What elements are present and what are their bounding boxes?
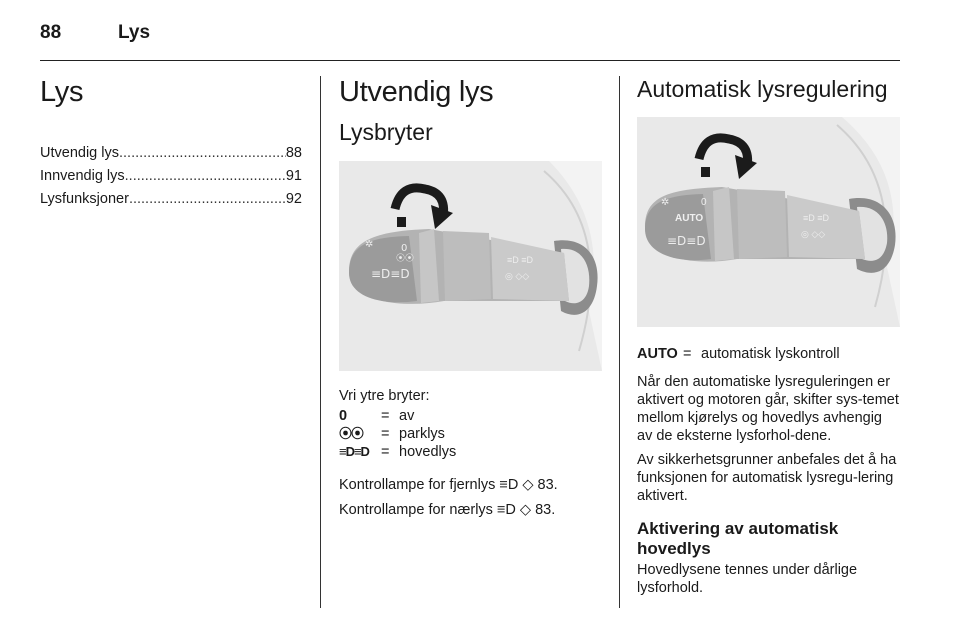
light-sensor-icon: ✲ [365, 239, 374, 250]
light-switch-illustration [339, 161, 602, 371]
toc-leader [119, 142, 286, 165]
headlight-symbol-icon: ≡D≡D [667, 234, 706, 248]
headlight-symbol-icon: ≡D≡D [371, 267, 410, 281]
toc-label: Innvendig lys [40, 168, 125, 184]
auto-switch-stalk-image [637, 117, 900, 327]
position-definitions [339, 407, 602, 461]
auto-description-text: Når den automatiske lysreguleringen er aktivert og motoren går, skifter sys-temet mellom kjørelys og hovedlys avhengig av de eksterne lysforhol-dene. [637, 374, 899, 444]
toc-page: 91 [285, 168, 302, 184]
equals-sign: = [683, 346, 692, 362]
auto-light-switch-illustration [637, 117, 900, 327]
auto-headlights-text: Hovedlysene tennes under dårlige lysforhold. [637, 562, 858, 596]
exterior-lights-column [339, 76, 602, 519]
equals-sign: = [381, 444, 390, 460]
switch-instruction: Vri ytre bryter: [339, 388, 430, 404]
subsection-heading: Lysbryter [339, 119, 433, 145]
off-position-icon: 0 [701, 197, 707, 208]
definition-text: hovedlys [399, 444, 457, 460]
light-sensor-icon: ✲ [661, 197, 670, 208]
column-divider-1 [320, 76, 321, 608]
headlight-symbol-icon: ≡D≡D [339, 444, 369, 459]
toc-label: Lysfunksjoner [40, 191, 129, 207]
safety-recommendation-text: Av sikkerhetsgrunner anbefales det å ha funksjonen for automatisk lysregu-lering aktivert. [637, 452, 897, 504]
toc-entry-utvendig[interactable] [40, 142, 302, 165]
definition-text: av [399, 408, 415, 424]
equals-sign: = [381, 408, 390, 424]
definition-text: parklys [399, 426, 445, 442]
definition-off [339, 407, 602, 425]
section-heading: Automatisk lysregulering [637, 76, 888, 102]
parking-light-symbol-icon: ⦿⦿ [339, 426, 364, 441]
toc-entry-lysfunksjoner[interactable] [40, 188, 302, 211]
rear-fog-icon: ◎ ◇◇ [505, 271, 530, 281]
table-of-contents [40, 142, 302, 211]
column-divider-2 [619, 76, 620, 608]
chapter-title: Lys [118, 22, 151, 43]
low-beam-indicator-text: Kontrollampe for nærlys ≡D ◇ 83. [339, 502, 556, 518]
section-heading: Utvendig lys [339, 76, 494, 108]
toc-leader [129, 188, 286, 211]
toc-column [40, 76, 302, 211]
auto-term: AUTO [637, 346, 678, 362]
toc-page: 88 [285, 145, 302, 161]
auto-position-label: AUTO [675, 213, 704, 224]
light-switch-stalk-image [339, 161, 602, 371]
header-divider [40, 60, 900, 61]
toc-entry-innvendig[interactable] [40, 165, 302, 188]
fog-light-icon: ≡D ≡D [507, 255, 534, 265]
page-number: 88 [40, 22, 62, 43]
parking-light-icon: ⦿⦿ [396, 254, 415, 264]
automatic-lighting-column [637, 76, 900, 597]
equals-sign: = [381, 426, 390, 442]
definition-parking [339, 425, 602, 443]
rear-fog-icon: ◎ ◇◇ [801, 229, 826, 239]
toc-page: 92 [285, 191, 302, 207]
toc-leader [125, 165, 286, 188]
off-position-icon: 0 [401, 243, 408, 254]
definition-text: automatisk lyskontroll [701, 346, 840, 362]
fog-light-icon: ≡D ≡D [803, 213, 830, 223]
definition-headlights [339, 443, 602, 461]
chapter-heading: Lys [40, 76, 84, 108]
auto-headlights-heading: Aktivering av automatisk hovedlys [637, 519, 839, 558]
definition-auto [637, 345, 900, 363]
page-header [40, 20, 900, 60]
high-beam-indicator-text: Kontrollampe for fjernlys ≡D ◇ 83. [339, 477, 558, 493]
toc-label: Utvendig lys [40, 145, 119, 161]
off-symbol-icon: 0 [339, 408, 348, 424]
